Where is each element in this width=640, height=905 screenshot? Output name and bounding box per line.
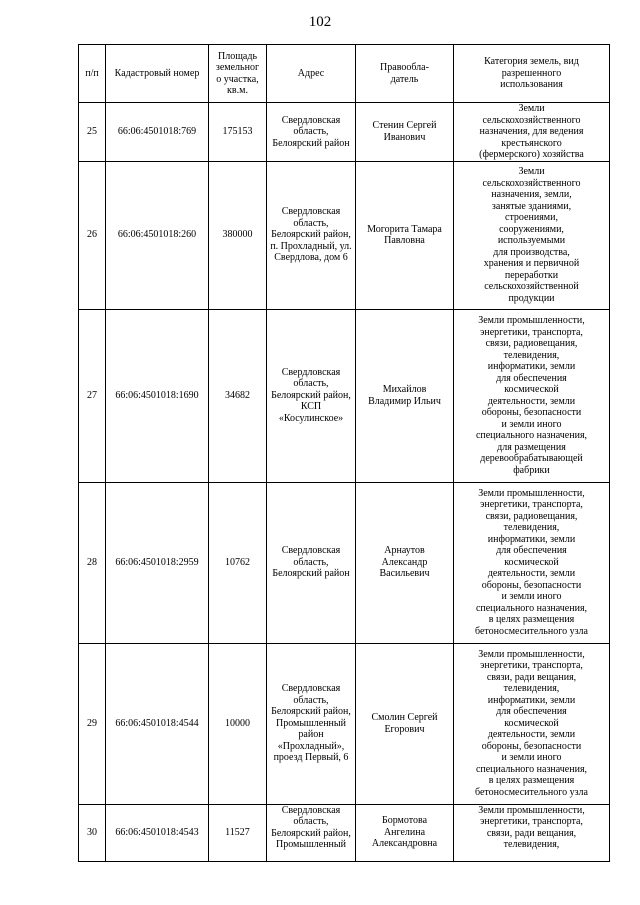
header-num: п/п	[79, 45, 106, 103]
header-area: Площадь земельног о участка, кв.м.	[209, 45, 267, 103]
cell-address: Свердловская область, Белоярский район, Промышленный район «Прохладный», проезд Первый, 6	[267, 643, 356, 804]
cell-num: 26	[79, 161, 106, 309]
cell-cadastral: 66:06:4501018:1690	[106, 309, 209, 482]
cell-cadastral: 66:06:4501018:769	[106, 103, 209, 162]
cell-owner: Могорита Тамара Павловна	[356, 161, 454, 309]
cell-cadastral: 66:06:4501018:4543	[106, 804, 209, 861]
cell-num: 27	[79, 309, 106, 482]
cell-num: 28	[79, 482, 106, 643]
cell-category: Земли промышленности, энергетики, транспорта, связи, радиовещания, телевидения, информатики, земли для обеспечения космической деятельности, земли обороны, безопасности и земли иного специального назначения, для размещения деревообрабатывающей фабрики	[454, 309, 610, 482]
cell-area: 10000	[209, 643, 267, 804]
cell-cadastral: 66:06:4501018:260	[106, 161, 209, 309]
table-row	[79, 103, 610, 162]
cell-owner: Арнаутов Александр Васильевич	[356, 482, 454, 643]
cell-cadastral: 66:06:4501018:2959	[106, 482, 209, 643]
cell-owner: Михайлов Владимир Ильич	[356, 309, 454, 482]
cell-owner: Смолин Сергей Егорович	[356, 643, 454, 804]
cell-category: Земли промышленности, энергетики, транспорта, связи, ради вещания, телевидения, информатики, земли для обеспечения космической деятельности, земли обороны, безопасности и земли иного специального назначения, в целях размещения бетоносмесительного узла	[454, 643, 610, 804]
header-address: Адрес	[267, 45, 356, 103]
cell-area: 175153	[209, 103, 267, 162]
table-row	[79, 643, 610, 804]
table-row	[79, 482, 610, 643]
table-row	[79, 804, 610, 861]
land-registry-table	[78, 44, 610, 862]
cell-owner: Стенин Сергей Иванович	[356, 103, 454, 162]
header-category: Категория земель, вид разрешенного использования	[454, 45, 610, 103]
cell-owner: Бормотова Ангелина Александровна	[356, 804, 454, 861]
table-row	[79, 161, 610, 309]
cell-area: 34682	[209, 309, 267, 482]
cell-cadastral: 66:06:4501018:4544	[106, 643, 209, 804]
table-row	[79, 309, 610, 482]
header-cadastral: Кадастровый номер	[106, 45, 209, 103]
cell-address: Свердловская область, Белоярский район, Промышленный	[267, 804, 356, 861]
table-header-row	[79, 45, 610, 103]
cell-address: Свердловская область, Белоярский район, КСП «Косулинское»	[267, 309, 356, 482]
cell-category: Земли промышленности, энергетики, транспорта, связи, ради вещания, телевидения,	[454, 804, 610, 861]
cell-address: Свердловская область, Белоярский район, п. Прохладный, ул. Свердлова, дом 6	[267, 161, 356, 309]
cell-category: Земли промышленности, энергетики, транспорта, связи, радиовещания, телевидения, информатики, земли для обеспечения космической деятельности, земли обороны, безопасности и земли иного специального назначения, в целях размещения бетоносмесительного узла	[454, 482, 610, 643]
cell-num: 25	[79, 103, 106, 162]
cell-category: Земли сельскохозяйственного назначения, для ведения крестьянского (фермерского) хозяйства	[454, 103, 610, 162]
cell-address: Свердловская область, Белоярский район	[267, 482, 356, 643]
cell-num: 29	[79, 643, 106, 804]
cell-num: 30	[79, 804, 106, 861]
cell-area: 10762	[209, 482, 267, 643]
cell-area: 11527	[209, 804, 267, 861]
cell-address: Свердловская область, Белоярский район	[267, 103, 356, 162]
cell-category: Земли сельскохозяйственного назначения, земли, занятые зданиями, строениями, сооружениями, используемыми для производства, хранения и первичной переработки сельскохозяйственной продукции	[454, 161, 610, 309]
cell-area: 380000	[209, 161, 267, 309]
page-number: 102	[308, 14, 332, 30]
header-owner: Правообла- датель	[356, 45, 454, 103]
